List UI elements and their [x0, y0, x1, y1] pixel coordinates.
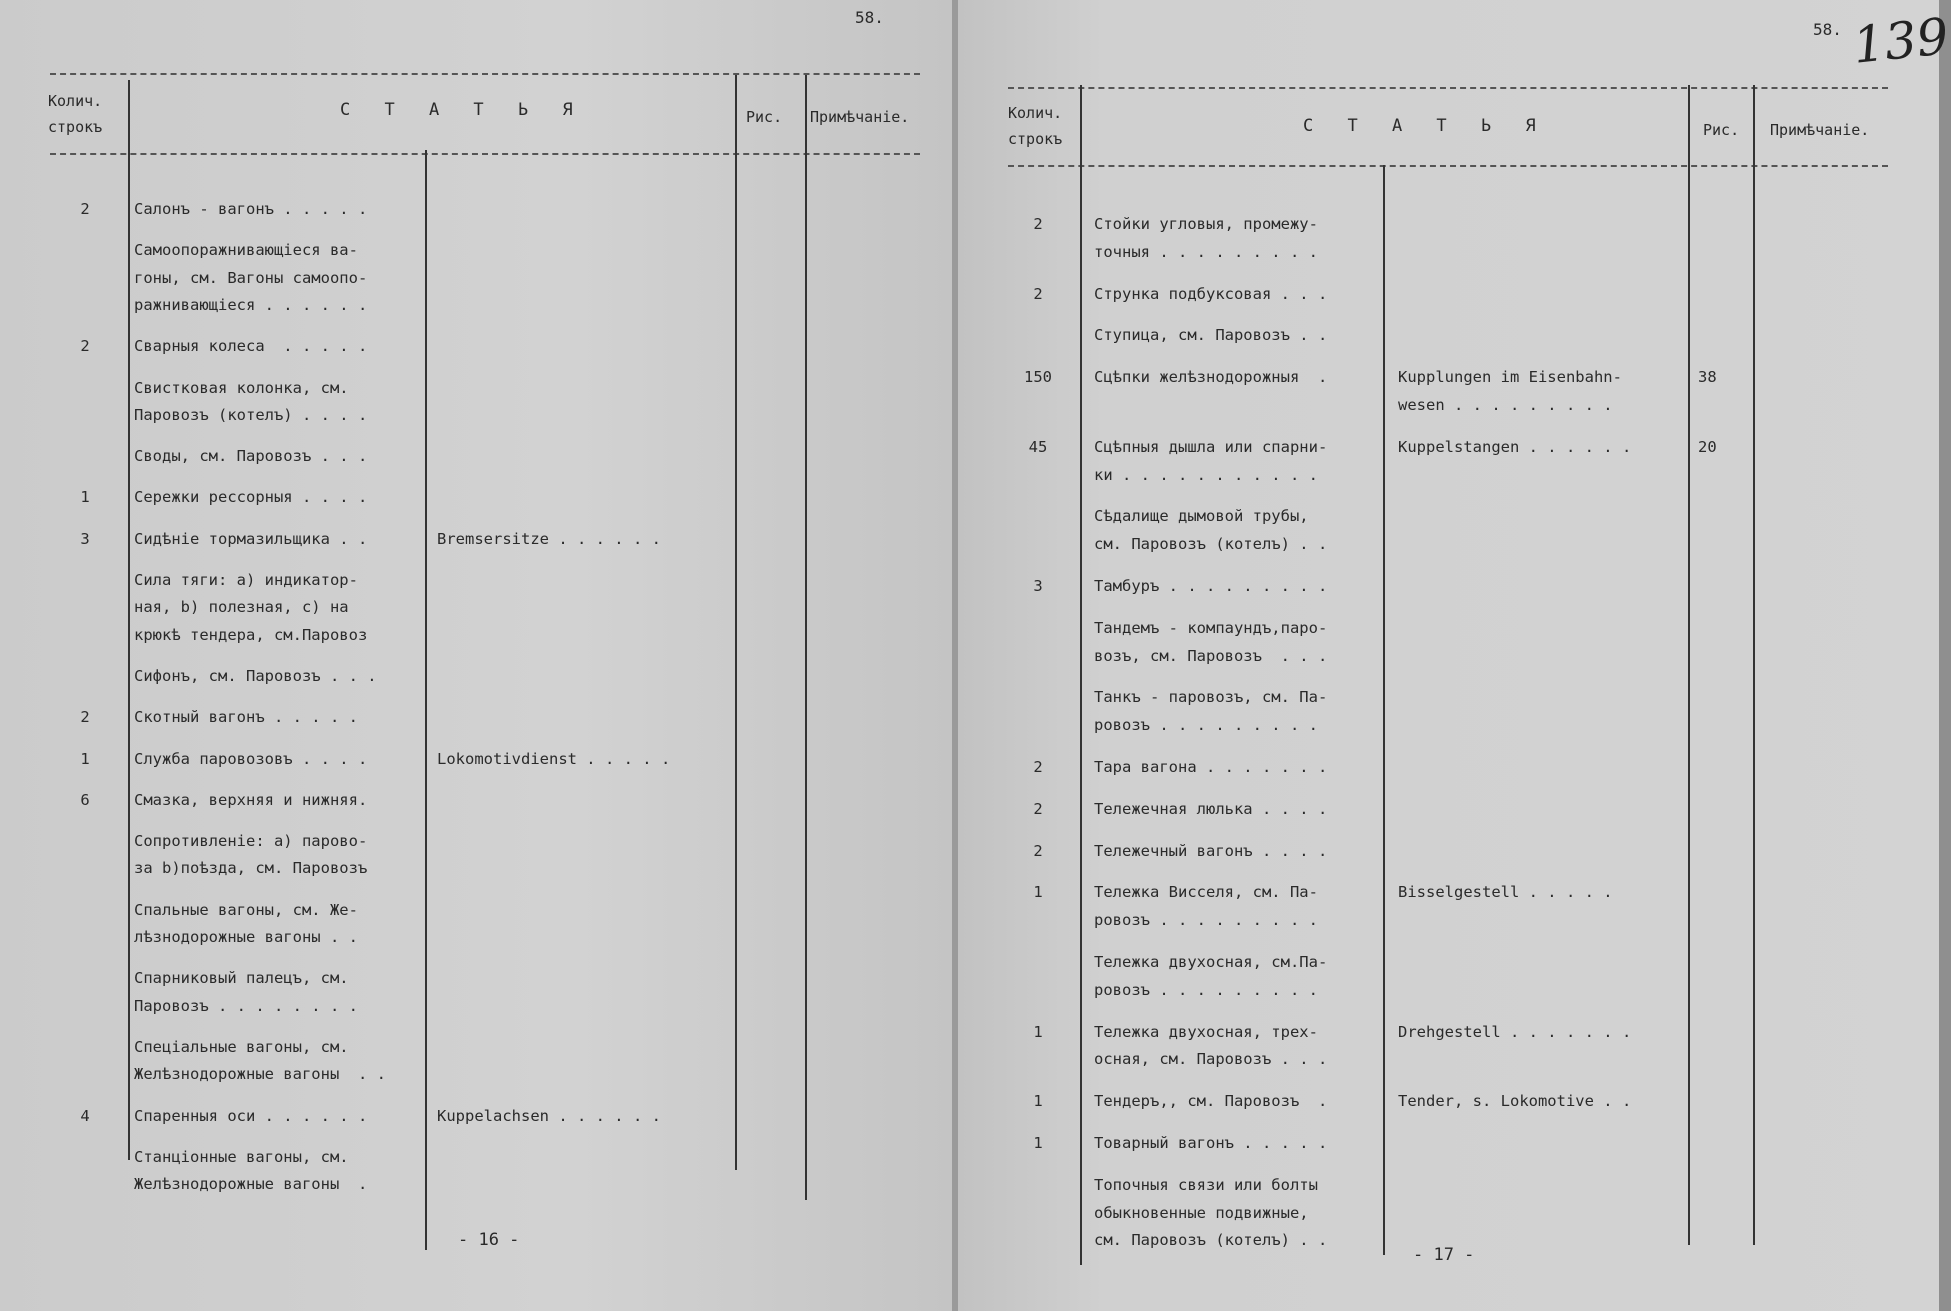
right-page: [958, 0, 1951, 1311]
entry-german-line: Kuppelachsen . . . . . .: [437, 1106, 661, 1125]
entry-text-line: Сѣдалище дымовой трубы,: [1094, 507, 1309, 526]
entry-text-line: гоны, см. Вагоны самоопо-: [134, 268, 368, 287]
entry-count: 2: [80, 337, 90, 356]
header-count: [48, 88, 102, 140]
page-number-bottom: - 17 -: [1413, 1245, 1475, 1265]
entry-count: 2: [80, 200, 90, 218]
column-rule-3: [1688, 85, 1690, 1245]
entry-text-line: обыкновенные подвижные,: [1094, 1203, 1309, 1222]
entry-text-line: Тендеръ,, см. Паровозъ .: [1094, 1092, 1328, 1111]
entry-text-line: Сифонъ, см. Паровозъ . . .: [134, 666, 377, 685]
entry-text-line: Тележка двухосная, см.Па-: [1094, 953, 1328, 971]
entry-text-line: Служба паровозовъ . . . .: [134, 749, 368, 768]
entry-text-line: см. Паровозъ (котелъ) . .: [1094, 1231, 1328, 1250]
entry-count: 150: [1024, 368, 1052, 387]
entry-count: 45: [1028, 437, 1048, 456]
entry-text-line: Паровозъ (котелъ) . . . .: [134, 405, 368, 424]
page-number-top: 58.: [1813, 20, 1842, 39]
entry-text-line: Салонъ - вагонъ . . . . .: [134, 200, 368, 218]
header-count-line1: Колич.: [48, 92, 103, 110]
entry-text-line: ная, b) полезная, с) на: [134, 598, 349, 617]
entry-count: 2: [80, 708, 90, 727]
entry-count: 1: [1033, 1092, 1043, 1111]
entry-text-line: Спаренныя оси . . . . . .: [134, 1106, 368, 1125]
header-count-line2: строкъ: [48, 118, 103, 136]
entry-text-line: Тара вагона . . . . . . .: [1094, 758, 1328, 776]
entry-text-line: Ступица, см. Паровозъ . .: [1094, 326, 1328, 345]
entry-text-line: см. Паровозъ (котелъ) . .: [1094, 535, 1328, 554]
header-article: С Т А Т Ь Я: [340, 100, 585, 120]
entry-text-line: лѣзнодорожные вагоны . .: [134, 928, 358, 946]
column-rule-4: [805, 75, 807, 1200]
header-article: С Т А Т Ь Я: [1303, 116, 1548, 136]
entry-count: 4: [80, 1106, 90, 1125]
column-rule-1: [1080, 85, 1082, 1265]
entry-text-line: осная, см. Паровозъ . . .: [1094, 1050, 1328, 1069]
entry-text-line: ровозъ . . . . . . . . .: [1094, 911, 1318, 930]
entry-german-line: Bisselgestell . . . . .: [1398, 883, 1613, 902]
entry-text-line: Сидѣніе тормазильщика . .: [134, 529, 368, 548]
entry-text-line: ражнивающіеся . . . . . .: [134, 295, 368, 314]
entry-count: 2: [1033, 758, 1043, 776]
left-page: [0, 0, 955, 1311]
entry-text-line: Спарниковый палецъ, см.: [134, 969, 349, 988]
entry-text-line: Сцѣпки желѣзнодорожныя .: [1094, 368, 1328, 387]
column-rule-1: [128, 80, 130, 1160]
header-rule-top: [1008, 87, 1888, 89]
entry-text-line: Своды, см. Паровозъ . . .: [134, 447, 368, 466]
entry-text-line: Смазка, верхняя и нижняя.: [134, 790, 368, 809]
entry-text-line: ровозъ . . . . . . . . .: [1094, 980, 1318, 999]
header-fig: Рис.: [1703, 121, 1740, 139]
entry-text-line: Желѣзнодорожные вагоны . .: [134, 1065, 386, 1084]
entry-text-line: Станціонные вагоны, см.: [134, 1147, 349, 1166]
header-rule-bottom: [1008, 165, 1888, 167]
entry-text-line: крюкѣ тендера, см.Паровоз: [134, 625, 368, 644]
entry-text-line: за b)поѣзда, см. Паровозъ: [134, 859, 368, 878]
header-note: Примѣчаніе.: [810, 108, 910, 126]
entry-german-line: Kupplungen im Eisenbahn-: [1398, 368, 1622, 387]
header-note: Примѣчаніе.: [1770, 121, 1870, 139]
column-rule-2: [1383, 165, 1385, 1255]
page-number-top: 58.: [855, 8, 884, 27]
entry-count: 2: [1033, 284, 1043, 303]
entry-count: 3: [1033, 577, 1043, 595]
column-rule-4: [1753, 85, 1755, 1245]
entry-fig: 20: [1698, 437, 1717, 456]
entry-count: 2: [1033, 215, 1043, 233]
entry-text-line: Самоопоражнивающіеся ва-: [134, 241, 358, 260]
entry-text-line: Тамбуръ . . . . . . . . .: [1094, 577, 1328, 595]
entry-text-line: Тележечная люлька . . . .: [1094, 799, 1328, 818]
entry-german-line: Tender, s. Lokomotive . .: [1398, 1092, 1632, 1111]
entry-count: 1: [1033, 1022, 1043, 1041]
header-count-line1: Колич.: [1008, 104, 1063, 122]
entry-count: 1: [1033, 1134, 1043, 1152]
entry-text-line: Свистковая колонка, см.: [134, 378, 349, 397]
entry-fig: 38: [1698, 368, 1717, 387]
page-number-bottom: - 16 -: [458, 1230, 520, 1250]
entry-text-line: ровозъ . . . . . . . . .: [1094, 716, 1318, 735]
entry-text-line: точныя . . . . . . . . .: [1094, 242, 1318, 261]
entry-text-line: Тележечный вагонъ . . . .: [1094, 841, 1328, 860]
entry-german-line: wesen . . . . . . . . .: [1398, 396, 1613, 414]
entry-text-line: Танкъ - паровозъ, см. Па-: [1094, 688, 1328, 707]
entry-text-line: Сопротивленіе: а) парово-: [134, 832, 368, 851]
entry-count: 1: [80, 749, 90, 768]
entry-text-line: Тележка Висселя, см. Па-: [1094, 883, 1318, 902]
entry-count: 1: [1033, 883, 1043, 902]
entry-text-line: ки . . . . . . . . . . .: [1094, 465, 1318, 484]
header-rule-bottom: [50, 153, 920, 155]
entry-text-line: Тележка двухосная, трех-: [1094, 1022, 1318, 1041]
entry-german-line: Kuppelstangen . . . . . .: [1398, 437, 1632, 456]
entry-text-line: Желѣзнодорожные вагоны .: [134, 1175, 368, 1194]
entry-text-line: Скотный вагонъ . . . . .: [134, 708, 358, 727]
column-rule-3: [735, 75, 737, 1170]
header-count-line2: строкъ: [1008, 130, 1063, 148]
entry-german-line: Drehgestell . . . . . . .: [1398, 1022, 1632, 1041]
header-fig: Рис.: [746, 108, 783, 126]
entry-text-line: Сцѣпныя дышла или спарни-: [1094, 437, 1328, 456]
entry-text-line: Сережки рессорныя . . . .: [134, 488, 368, 507]
entry-text-line: Топочныя связи или болты: [1094, 1175, 1318, 1194]
column-rule-2: [425, 150, 427, 1250]
entry-text-line: возъ, см. Паровозъ . . .: [1094, 646, 1328, 665]
entry-count: 2: [1033, 841, 1043, 860]
entry-text-line: Паровозъ . . . . . . . .: [134, 996, 358, 1015]
entry-text-line: Спальные вагоны, см. Же-: [134, 900, 358, 919]
header-rule-top: [50, 73, 920, 75]
entry-count: 3: [80, 529, 90, 548]
entry-count: 1: [80, 488, 90, 507]
entry-text-line: Тандемъ - компаундъ,паро-: [1094, 618, 1328, 637]
header-count: [1008, 100, 1062, 152]
handwritten-folio: 139: [1850, 7, 1951, 75]
entry-text-line: Спеціальные вагоны, см.: [134, 1037, 349, 1056]
entry-text-line: Стойки угловыя, промежу-: [1094, 215, 1318, 233]
entry-text-line: Струнка подбуксовая . . .: [1094, 284, 1328, 303]
entry-text-line: Сила тяги: а) индикатор-: [134, 571, 358, 589]
entry-german-line: Lokomotivdienst . . . . .: [437, 749, 671, 768]
entry-count: 6: [80, 790, 90, 809]
entry-text-line: Товарный вагонъ . . . . .: [1094, 1134, 1328, 1152]
entry-count: 2: [1033, 799, 1043, 818]
entry-german-line: Bremsersitze . . . . . .: [437, 529, 661, 548]
entry-text-line: Сварныя колеса . . . . .: [134, 337, 368, 356]
